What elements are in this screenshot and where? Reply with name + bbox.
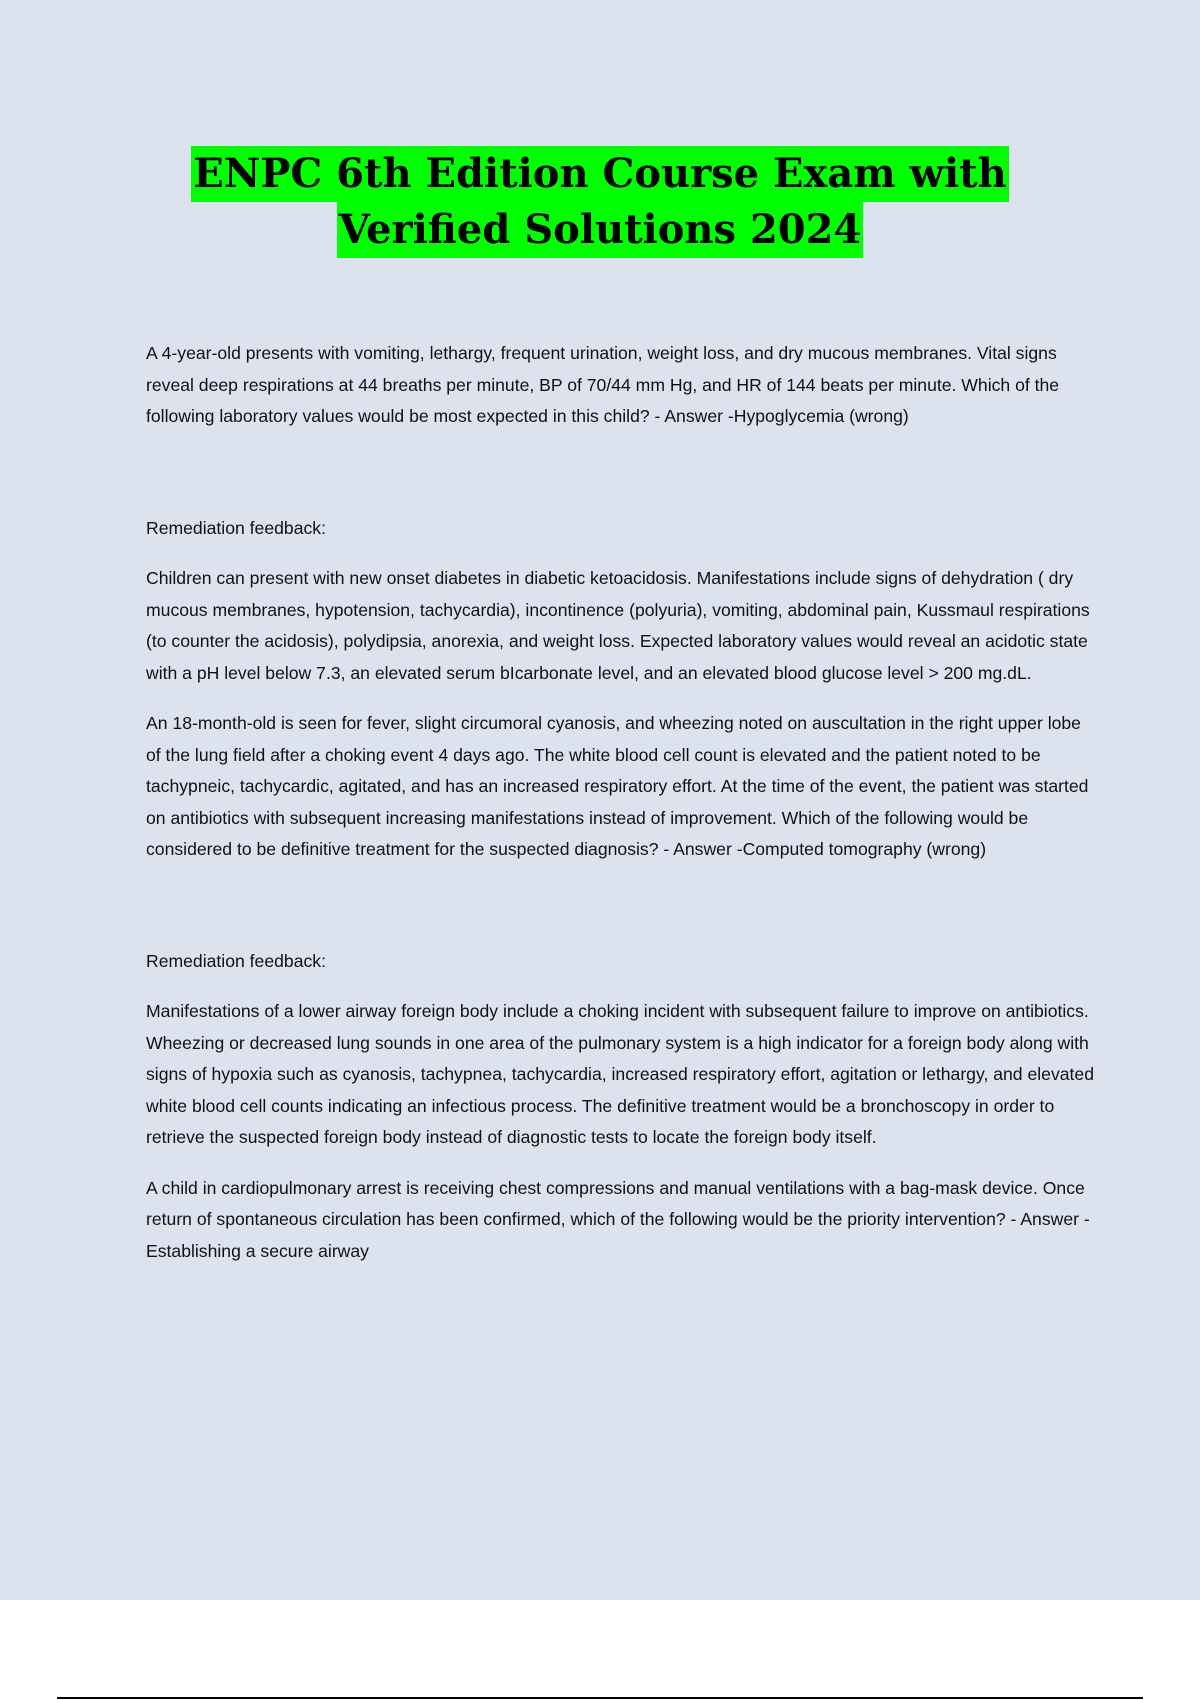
title-line-2: Verified Solutions 2024 xyxy=(337,202,864,258)
question-3: A child in cardiopulmonary arrest is receiving chest compressions and manual ventilations with a bag-mask device. Once return of spontaneous circulation has been confirmed, which of the following would be the priority intervention? - Answer -Establishing a secure airway xyxy=(146,1177,1090,1261)
title-line-1: ENPC 6th Edition Course Exam with xyxy=(191,146,1008,202)
remediation-text-1: Children can present with new onset diabetes in diabetic ketoacidosis. Manifestations include signs of dehydration ( dry mucous membranes, hypotension, tachycardia), incontinence (polyuria), vomiting, abdominal pain, Kussmaul respirations (to counter the acidosis), polydipsia, anorexia, and weight loss. Expected laboratory values would reveal an acidotic state with a pH level below 7.3, an elevated serum bIcarbonate level, and an elevated blood glucose level > 200 mg.dL. xyxy=(146,568,1090,683)
question-1: A 4-year-old presents with vomiting, lethargy, frequent urination, weight loss, and dry mucous membranes. Vital signs reveal deep respirations at 44 breaths per minute, BP of 70/44 mm Hg, and HR of 144 beats per minute. Which of the following laboratory values would be most expected in this child? - Answer -Hypoglycemia (wrong) xyxy=(146,343,1060,426)
document-title xyxy=(0,146,1200,258)
question-2: An 18-month-old is seen for fever, slight circumoral cyanosis, and wheezing noted on auscultation in the right upper lobe of the lung field after a choking event 4 days ago. The white blood cell count is elevated and the patient noted to be tachypneic, tachycardic, agitated, and has an increased respiratory effort. At the time of the event, the patient was started on antibiotics with subsequent increasing manifestations instead of improvement. Which of the following would be considered to be definitive treatment for the suspected diagnosis? - Answer -Computed tomography (wrong) xyxy=(146,713,1089,859)
remediation-label-2: Remediation feedback: xyxy=(146,950,326,971)
footer-divider xyxy=(57,1697,1143,1699)
document-body xyxy=(146,338,1096,1267)
remediation-label-1: Remediation feedback: xyxy=(146,517,326,538)
remediation-text-2: Manifestations of a lower airway foreign body include a choking incident with subsequent failure to improve on antibiotics. Wheezing or decreased lung sounds in one area of the pulmonary system is a high indicator for a foreign body along with signs of hypoxia such as cyanosis, tachypnea, tachycardia, increased respiratory effort, agitation or lethargy, and elevated white blood cell counts indicating an infectious process. The definitive treatment would be a bronchoscopy in order to retrieve the suspected foreign body instead of diagnostic tests to locate the foreign body itself. xyxy=(146,1001,1094,1147)
